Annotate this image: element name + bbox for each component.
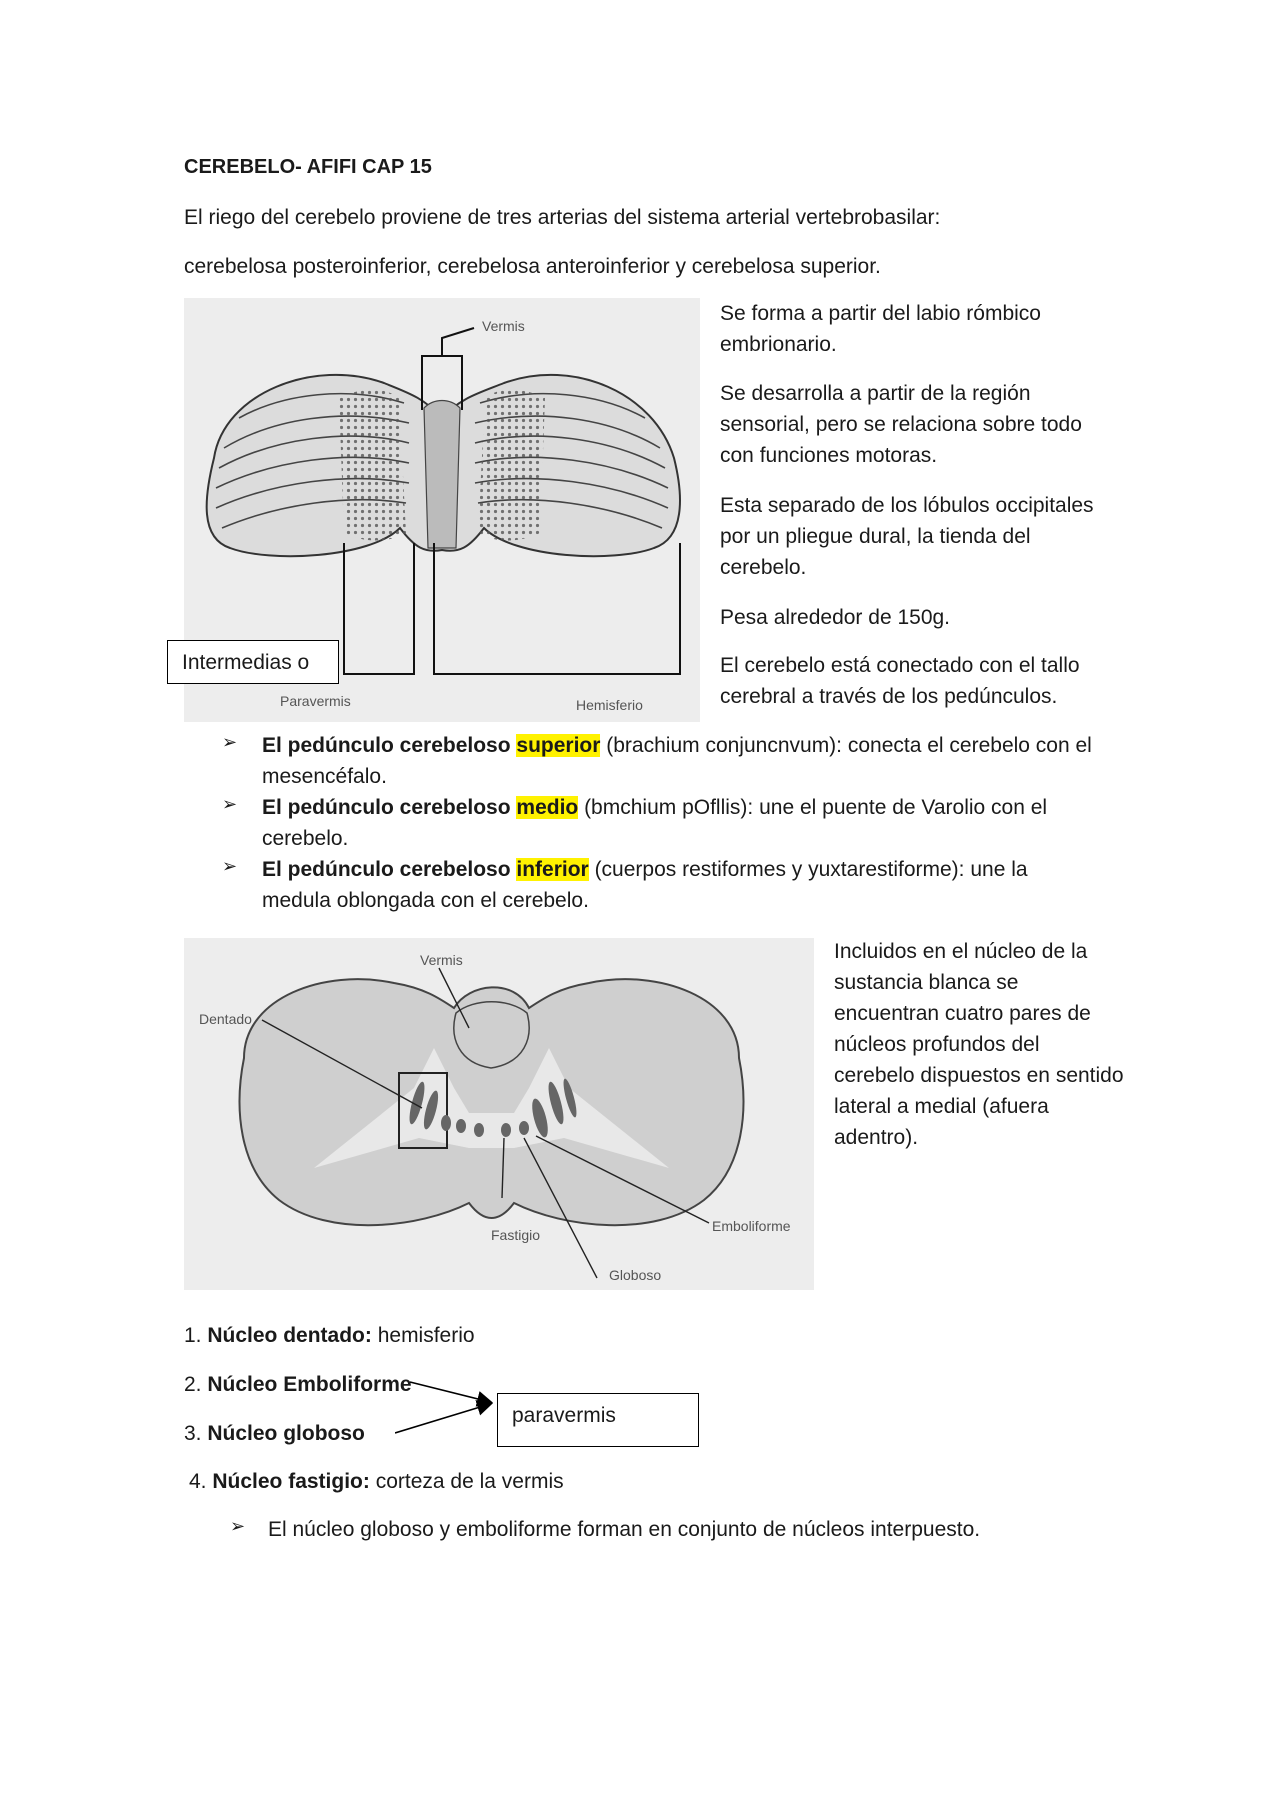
nucleus-name: Núcleo Emboliforme <box>207 1373 412 1396</box>
peduncle-desc: (brachium conjuncnvum): conecta el cerebelo con el <box>600 734 1092 757</box>
peduncle-item <box>222 730 1122 792</box>
globoso-label: Globoso <box>609 1267 662 1283</box>
peduncle-highlight: medio <box>516 796 579 819</box>
nucleus-desc: corteza de la vermis <box>369 1470 564 1493</box>
dentado-label: Dentado <box>199 1011 252 1027</box>
emboliforme-label: Emboliforme <box>712 1218 791 1234</box>
peduncle-item <box>222 854 1122 916</box>
peduncle-list <box>222 730 1122 916</box>
paravermis-left <box>339 390 406 541</box>
peduncle-label: El pedúnculo cerebeloso <box>262 858 517 881</box>
peduncle-highlight: inferior <box>516 858 589 881</box>
arrow-icon <box>395 1404 490 1433</box>
list-number: 1. <box>184 1324 208 1347</box>
vermis-bracket <box>422 328 474 410</box>
peduncle-desc-cont: medula oblongada con el cerebelo. <box>262 889 589 912</box>
bottom-brackets <box>344 543 680 674</box>
side-paragraph-4: Pesa alrededor de 150g. <box>720 606 951 629</box>
arrow-icon <box>410 1382 490 1402</box>
list-number: 2. <box>184 1373 208 1396</box>
peduncle-item <box>222 792 1122 854</box>
paravermis-label: Paravermis <box>280 693 351 709</box>
deep-nuclei-illustration <box>184 938 814 1290</box>
nucleus-item-1 <box>184 1320 475 1351</box>
list-number: 4. <box>189 1470 213 1493</box>
side-paragraph-1: Se forma a partir del labio rómbico embrionario. <box>720 302 1041 356</box>
side-paragraph-2: Se desarrolla a partir de la región sensorial, pero se relaciona sobre todo con funciones motoras. <box>720 382 1082 467</box>
nucleus-item-3 <box>184 1418 365 1449</box>
peduncle-desc: (bmchium pOfllis): une el puente de Varolio con el <box>578 796 1048 819</box>
deep-nuclei-figure <box>184 938 814 1290</box>
nucleus-name: Núcleo dentado: <box>207 1324 372 1347</box>
arrow-bullet-icon: ➢ <box>230 1516 246 1536</box>
intro-line-1: El riego del cerebelo proviene de tres arterias del sistema arterial vertebrobasilar: <box>184 206 941 229</box>
arrow-bullet-icon: ➢ <box>222 794 238 814</box>
nucleus-item-4 <box>189 1466 564 1497</box>
intro-line-2: cerebelosa posteroinferior, cerebelosa anteroinferior y cerebelosa superior. <box>184 255 881 278</box>
final-bullet <box>230 1514 1130 1548</box>
vermis-label: Vermis <box>482 318 525 334</box>
list-number: 3. <box>184 1422 208 1445</box>
hemisferio-label: Hemisferio <box>576 697 643 713</box>
arrow-bullet-icon: ➢ <box>222 856 238 876</box>
nucleus-item-2 <box>184 1369 412 1400</box>
peduncle-desc: (cuerpos restiformes y yuxtarestiforme): une la <box>588 858 1028 881</box>
paravermis-box: paravermis <box>497 1393 699 1447</box>
vermis-label: Vermis <box>420 952 463 968</box>
peduncle-label: El pedúnculo cerebeloso <box>262 796 517 819</box>
paravermis-right <box>478 390 545 541</box>
side-paragraph-3: Esta separado de los lóbulos occipitales por un pliegue dural, la tienda del cerebelo. <box>720 494 1094 579</box>
peduncle-label: El pedúnculo cerebeloso <box>262 734 517 757</box>
vermis-region <box>424 401 460 549</box>
peduncle-desc-cont: cerebelo. <box>262 827 349 850</box>
side-paragraph-5: El cerebelo está conectado con el tallo cerebral a través de los pedúnculos. <box>720 654 1080 708</box>
final-bullet-text: El núcleo globoso y emboliforme forman en conjunto de núcleos interpuesto. <box>268 1518 981 1541</box>
arrow-bullet-icon: ➢ <box>222 732 238 752</box>
peduncle-desc-cont: mesencéfalo. <box>262 765 387 788</box>
document-title: CEREBELO- AFIFI CAP 15 <box>184 156 432 178</box>
nucleus-name: Núcleo globoso <box>207 1422 365 1445</box>
nucleus-desc: hemisferio <box>371 1324 475 1347</box>
peduncle-highlight: superior <box>516 734 601 757</box>
nucleus-name: Núcleo fastigio: <box>212 1470 370 1493</box>
arrows-to-paravermis <box>395 1370 505 1445</box>
fastigio-label: Fastigio <box>491 1227 541 1243</box>
figure2-caption: Incluidos en el núcleo de la sustancia blanca se encuentran cuatro pares de núcleos profundos del cerebelo dispuestos en sentido lateral a medial (afuera adentro). <box>834 940 1124 1149</box>
intermedias-callout: Intermedias o <box>167 640 339 684</box>
